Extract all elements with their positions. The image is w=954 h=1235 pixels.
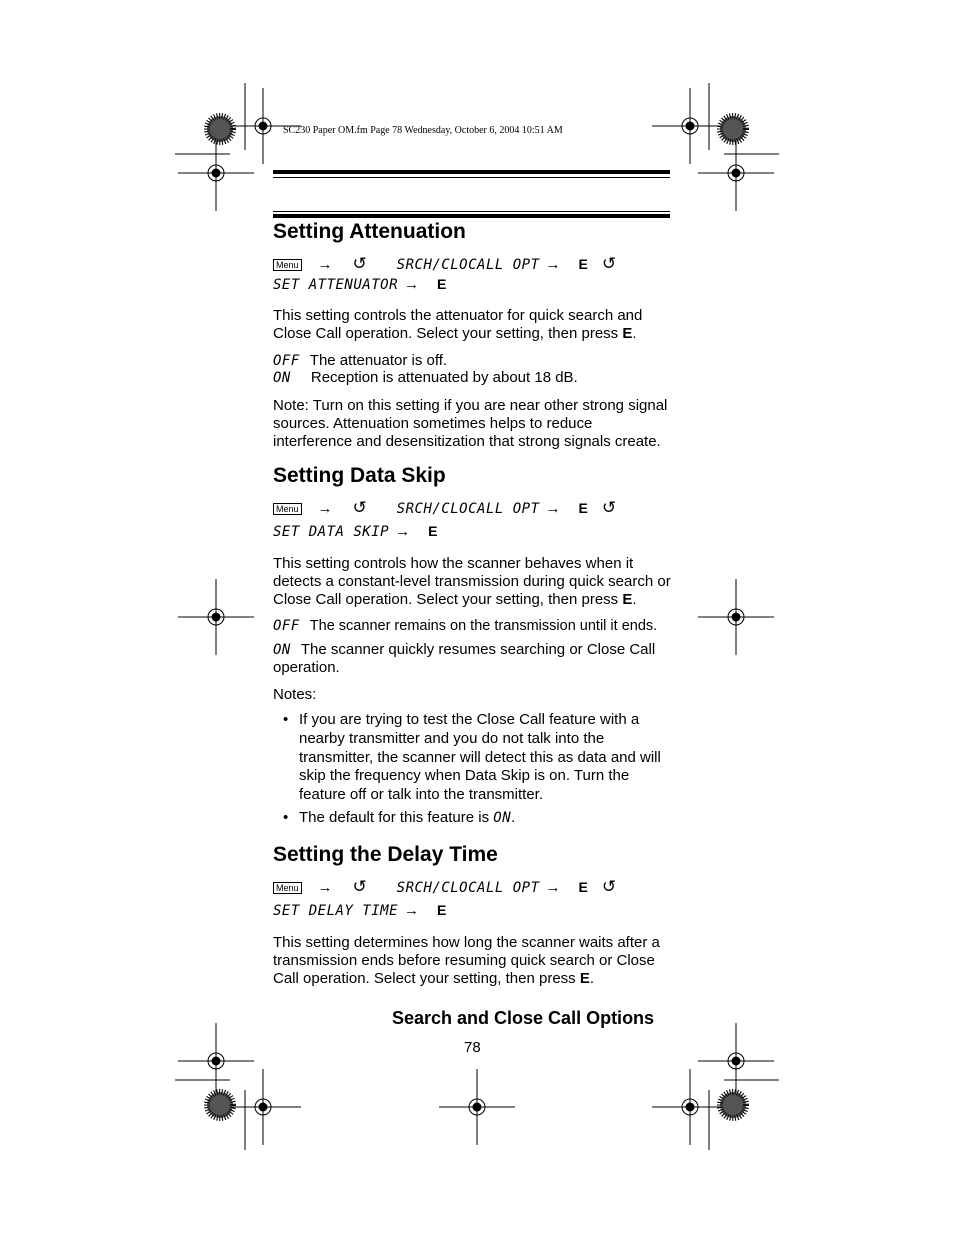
option-off: OFF The attenuator is off. [273, 352, 448, 369]
key-sequence-delay-time-line2 [273, 902, 452, 919]
arrow-icon: → [545, 256, 561, 273]
arrow-icon: → [317, 500, 333, 517]
list-item: • The default for this feature is ON. [283, 809, 516, 826]
rotate-knob-icon: ↺ [352, 877, 367, 896]
key-sequence-data-skip [273, 498, 624, 518]
option-on: ON Reception is attenuated by about 18 dB. [273, 369, 578, 386]
lcd-path-1: SRCH/CLOCALL OPT [396, 257, 540, 273]
notes-label: Notes: [273, 686, 317, 703]
rotate-knob-icon: ↺ [352, 254, 367, 273]
e-key: E [437, 276, 447, 292]
key-sequence-attenuation-line2 [273, 276, 452, 293]
header-rule-thick [273, 170, 670, 174]
section-title-delay-time: Setting the Delay Time [273, 843, 498, 866]
e-key: E [578, 256, 588, 272]
option-off: OFF The scanner remains on the transmission until it ends. [273, 618, 658, 634]
section-title-attenuation: Setting Attenuation [273, 220, 466, 243]
key-sequence-delay-time [273, 877, 624, 897]
menu-key-icon: Menu [273, 503, 302, 515]
rotate-knob-icon: ↺ [601, 254, 617, 273]
page-number: 78 [464, 1039, 481, 1056]
menu-key-icon: Menu [273, 259, 302, 271]
footer-section-title: Search and Close Call Options [392, 1008, 655, 1028]
arrow-icon: → [404, 276, 420, 293]
key-sequence-attenuation [273, 254, 624, 274]
section-rule-thick [273, 214, 670, 218]
delay-time-intro: This setting determines how long the scanner waits after a transmission ends before resuming quick search or Close Call operation. Select your setting, then press E. [273, 934, 660, 987]
lcd-path-2: SET DATA SKIP [273, 524, 390, 540]
arrow-icon: → [545, 500, 561, 517]
rotate-knob-icon: ↺ [601, 498, 617, 517]
list-item: • If you are trying to test the Close Call feature with a nearby transmitter and you do not talk into the transmitter, the scanner will detect this as data and will skip the frequency when Data Skip is on. Turn the feature off or talk into the transmitter. [283, 711, 661, 804]
rotate-knob-icon: ↺ [601, 877, 617, 896]
key-sequence-data-skip-line2 [273, 523, 443, 540]
e-key: E [578, 500, 588, 516]
arrow-icon: → [317, 256, 333, 273]
attenuation-intro: This setting controls the attenuator for quick search and Close Call operation. Select your setting, then press E. [273, 307, 643, 342]
rotate-knob-icon: ↺ [352, 498, 367, 517]
page-slug: SC230 Paper OM.fm Page 78 Wednesday, October 6, 2004 10:51 AM [283, 125, 563, 136]
lcd-path-2: SET ATTENUATOR [273, 277, 399, 293]
section-title-data-skip: Setting Data Skip [273, 464, 446, 487]
e-key: E [428, 523, 438, 539]
data-skip-intro: This setting controls how the scanner behaves when it detects a constant-level transmission during quick search or Close Call operation. Select your setting, then press E. [273, 555, 671, 608]
option-on: ON The scanner quickly resumes searching or Close Call operation. [273, 641, 656, 676]
attenuation-note: Note: Turn on this setting if you are near other strong signal sources. Attenuation sometimes helps to reduce interference and desensitization that strong signals create. [273, 397, 668, 450]
e-key: E [578, 879, 588, 895]
arrow-icon: → [395, 523, 411, 540]
arrow-icon: → [545, 879, 561, 896]
lcd-path-1: SRCH/CLOCALL OPT [396, 501, 540, 517]
lcd-path-1: SRCH/CLOCALL OPT [396, 880, 540, 896]
header-rule-thin [273, 177, 670, 178]
menu-key-icon: Menu [273, 882, 302, 894]
e-key: E [437, 902, 447, 918]
lcd-path-2: SET DELAY TIME [273, 903, 399, 919]
section-rule-thin [273, 211, 670, 212]
arrow-icon: → [404, 902, 420, 919]
arrow-icon: → [317, 879, 333, 896]
